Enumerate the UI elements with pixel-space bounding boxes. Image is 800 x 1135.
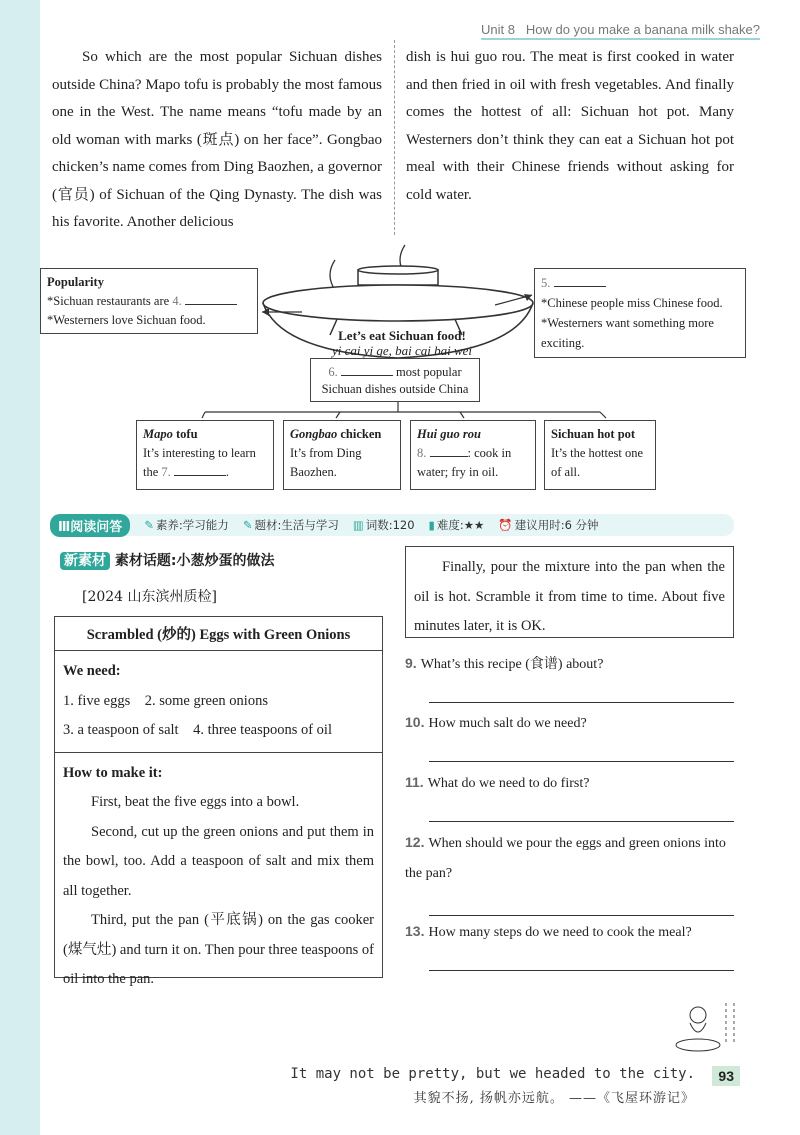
popularity-line2: *Westerners love Sichuan food. [47, 313, 206, 327]
question-text: What do we need to do first? [427, 776, 590, 791]
blank-7[interactable] [174, 463, 226, 476]
dish-text2: Baozhen. [290, 465, 337, 479]
method [55, 753, 382, 1001]
blank-5[interactable] [554, 274, 606, 287]
need-label: We need: [63, 663, 121, 679]
popularity-line1: *Sichuan restaurants are [47, 294, 170, 308]
banner-item-topic: ✎ 题材:生活与学习 [242, 518, 339, 532]
passage-right [406, 44, 734, 209]
center-title: Let’s eat Sichuan food! [338, 328, 466, 343]
blank-6[interactable] [341, 363, 393, 376]
popular-text1: most popular [396, 365, 462, 379]
dish-name-italic: Mapo [143, 427, 173, 441]
section-banner [50, 514, 734, 536]
passage-left [52, 44, 382, 237]
blank-4[interactable] [185, 292, 237, 305]
question-text: How much salt do we need? [428, 716, 587, 731]
dish-text1: It’s from Ding [290, 446, 362, 460]
how-label: How to make it: [63, 764, 163, 781]
reason-line2: *Westerners want something more exciting. [541, 316, 714, 350]
blank-6-num: 6. [328, 365, 338, 379]
banner-item-difficulty: ▮ 难度:★★ [428, 518, 485, 532]
dish-text2: water; fry in oil. [417, 465, 499, 479]
answer-line-10[interactable] [429, 747, 734, 762]
popularity-box [40, 268, 258, 334]
ingredients [55, 651, 382, 753]
question-text: What’s this recipe (食谱) about? [420, 657, 604, 672]
step-1: First, beat the five eggs into a bowl. [91, 794, 300, 810]
dish-box-hotpot [544, 420, 656, 490]
popular-dishes-box [310, 358, 480, 402]
unit-title: How do you make a banana milk shake? [525, 22, 760, 37]
new-material-badge: 新素材 [60, 552, 110, 570]
question-text: How many steps do we need to cook the meal? [428, 925, 692, 940]
blank-5-num: 5. [541, 276, 551, 290]
recipe-final-step: Finally, pour the mixture into the pan when the oil is hot. Scramble it from time to time. About five minutes later, it is OK. [405, 546, 734, 638]
dish-text2b: . [225, 465, 230, 479]
topic-text: 素材话题:小葱炒蛋的做法 [114, 553, 275, 569]
blank-8-num: 8. [417, 446, 427, 460]
dish-box-mapo [136, 420, 274, 490]
blank-4-num: 4. [172, 294, 182, 308]
blank-8[interactable] [430, 444, 468, 457]
dish-text1: It’s interesting to learn [143, 446, 256, 460]
dish-name: Sichuan hot pot [551, 427, 636, 441]
step-2: Second, cut up the green onions and put them in the bowl, too. Add a teaspoon of salt and mix them all together. [63, 823, 374, 899]
passage-right-text: dish is hui guo rou. The meat is first cooked in water and then fried in oil with fresh vegetables. And finally comes the hottest of all: Sichuan hot pot. Many Westerners don’t think they can eat a Sichuan hot pot meal with their Chinese friends without asking for cold water. [406, 49, 734, 203]
dish-name-italic: Hui guo rou [417, 427, 481, 441]
need-line2: 3. a teaspoon of salt 4. three teaspoons of oil [63, 722, 332, 738]
reading-mascot-icon [668, 995, 748, 1055]
question-text: When should we pour the eggs and green onions into the pan? [405, 836, 726, 881]
dish-text1: : cook in [467, 446, 512, 460]
reason-box [534, 268, 746, 358]
dish-name: tofu [172, 427, 198, 441]
answer-line-12[interactable] [429, 901, 734, 916]
page-number: 93 [712, 1066, 740, 1086]
question-11: 11. What do we need to do first? [405, 767, 735, 822]
banner-tag: Ⅲ阅读问答 [50, 514, 130, 537]
answer-line-11[interactable] [429, 807, 734, 822]
recipe-box [54, 616, 383, 987]
passage-left-text: So which are the most popular Sichuan dishes outside China? Mapo tofu is probably the most famous one in the West. The name means “tofu made by an old woman with marks (斑点) on her face”. Gongbao chicken’s name comes from Ding Baozhen, a governor (官员) of Sichuan of the Qing Dynasty. The dish was his favorite. Another delicious [52, 49, 382, 230]
question-10: 10. How much salt do we need? [405, 707, 735, 762]
answer-line-9[interactable] [429, 688, 734, 703]
dish-name: chicken [337, 427, 382, 441]
popular-text2: Sichuan dishes outside China [321, 382, 469, 396]
topic-heading [60, 550, 274, 570]
question-12: 12. When should we pour the eggs and green onions into the pan? [405, 827, 735, 916]
footer-quote-en: It may not be pretty, but we headed to the city. [290, 1066, 695, 1082]
recipe-title: Scrambled (炒的) Eggs with Green Onions [55, 617, 382, 651]
question-9: 9. What’s this recipe (食谱) about? [405, 648, 735, 703]
answer-line-13[interactable] [429, 956, 734, 971]
dish-box-gongbao [283, 420, 401, 490]
popularity-title: Popularity [47, 275, 104, 289]
source-label: [2024 山东滨州质检] [82, 589, 218, 605]
column-divider [394, 40, 395, 235]
banner-item-skill: ✎ 素养:学习能力 [144, 518, 229, 532]
page-header [481, 22, 760, 40]
reason-line1: *Chinese people miss Chinese food. [541, 296, 723, 310]
blank-7-num: 7. [161, 465, 171, 479]
dish-box-huiguorou [410, 420, 536, 490]
mindmap-center [322, 328, 482, 358]
need-line1: 1. five eggs 2. some green onions [63, 692, 268, 709]
dish-name-italic: Gongbao [290, 427, 338, 441]
dish-text1: It’s the hottest one [551, 446, 643, 460]
center-subtitle: yi cai yi ge, bai cai bai wei [331, 343, 473, 358]
unit-label: Unit 8 [481, 22, 516, 37]
step-3: Third, put the pan (平底锅) on the gas cooker (煤气灶) and turn it on. Then pour three teaspoons of oil into the pan. [63, 912, 374, 987]
dish-text2: of all. [551, 465, 581, 479]
footer-quote-cn: 其貌不扬, 扬帆亦远航。 ——《飞屋环游记》 [413, 1091, 695, 1106]
banner-item-words: ▥ 词数:120 [352, 518, 415, 532]
banner-item-time: ⏰ 建议用时:6 分钟 [498, 518, 599, 532]
question-13: 13. How many steps do we need to cook the meal? [405, 916, 735, 971]
dish-text2: the [143, 465, 159, 479]
